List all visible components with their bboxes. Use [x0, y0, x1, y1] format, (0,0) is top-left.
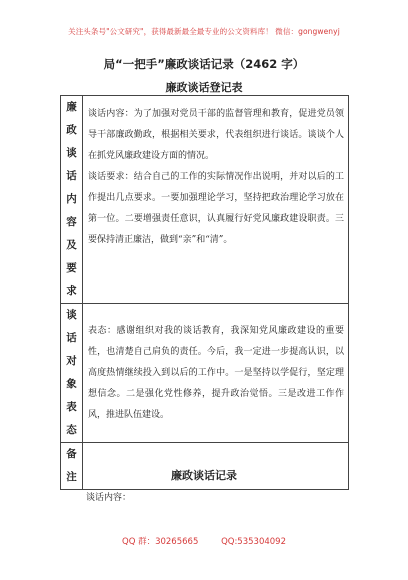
- document-title: 局“一把手”廉政谈话记录（2462 字）: [103, 57, 305, 71]
- table-row-talk-content: [61, 96, 349, 304]
- talk-content-label: 谈话内容：: [86, 493, 132, 503]
- row-label-remarks: 备 注: [61, 443, 83, 490]
- talk-content-paragraph: 谈话内容：为了加强对党员干部的监督管理和教育，促进党员领导干部廉政勤政，根据相关要求，代表组织进行谈话。谈谈个人在抓党风廉政建设方面的情况。: [88, 109, 344, 161]
- talk-requirements-paragraph: 谈话要求：结合自己的工作的实际情况作出说明，并对以后的工作提出几点要求。一要加强理论学习，坚持把政治理论学习放在第一位。二要增强责任意识，认真履行好党风廉政建设职责。三要保持清正廉洁，做到“亲”和“清”。: [88, 172, 344, 245]
- footer-qq-group: QQ 群：30265665: [122, 537, 199, 547]
- statement-paragraph: 表态：感谢组织对我的谈话教育，我深知党风廉政建设的重要性，也清楚自己肩负的责任。今后，我一定进一步提高认识，以高度热情继续投入到以后的工作中。一是坚持以学促行，坚定理想信念。二是强化党性修养，提升政治觉悟。三是改进工作作风，推进队伍建设。: [88, 325, 344, 420]
- row-label-statement: 谈 话 对 象 表 态: [61, 304, 83, 443]
- row-content-talk-content: [83, 96, 349, 304]
- form-title: 廉政谈话登记表: [165, 81, 243, 94]
- registration-table: [60, 95, 349, 490]
- section-title-talk-record: 廉政谈话记录: [171, 469, 237, 482]
- table-row-statement: [61, 304, 349, 443]
- row-label-talk-content: 廉 政 谈 话 内 容 及 要 求: [61, 96, 83, 304]
- footer-qq: QQ:535304092: [221, 537, 286, 547]
- row-content-statement: [83, 304, 349, 443]
- header-note: 关注头条号"公文研究"，获得最新最全最专业的公文资料库！ 微信：gongwenyj: [68, 27, 340, 36]
- footer-contact: [0, 535, 408, 547]
